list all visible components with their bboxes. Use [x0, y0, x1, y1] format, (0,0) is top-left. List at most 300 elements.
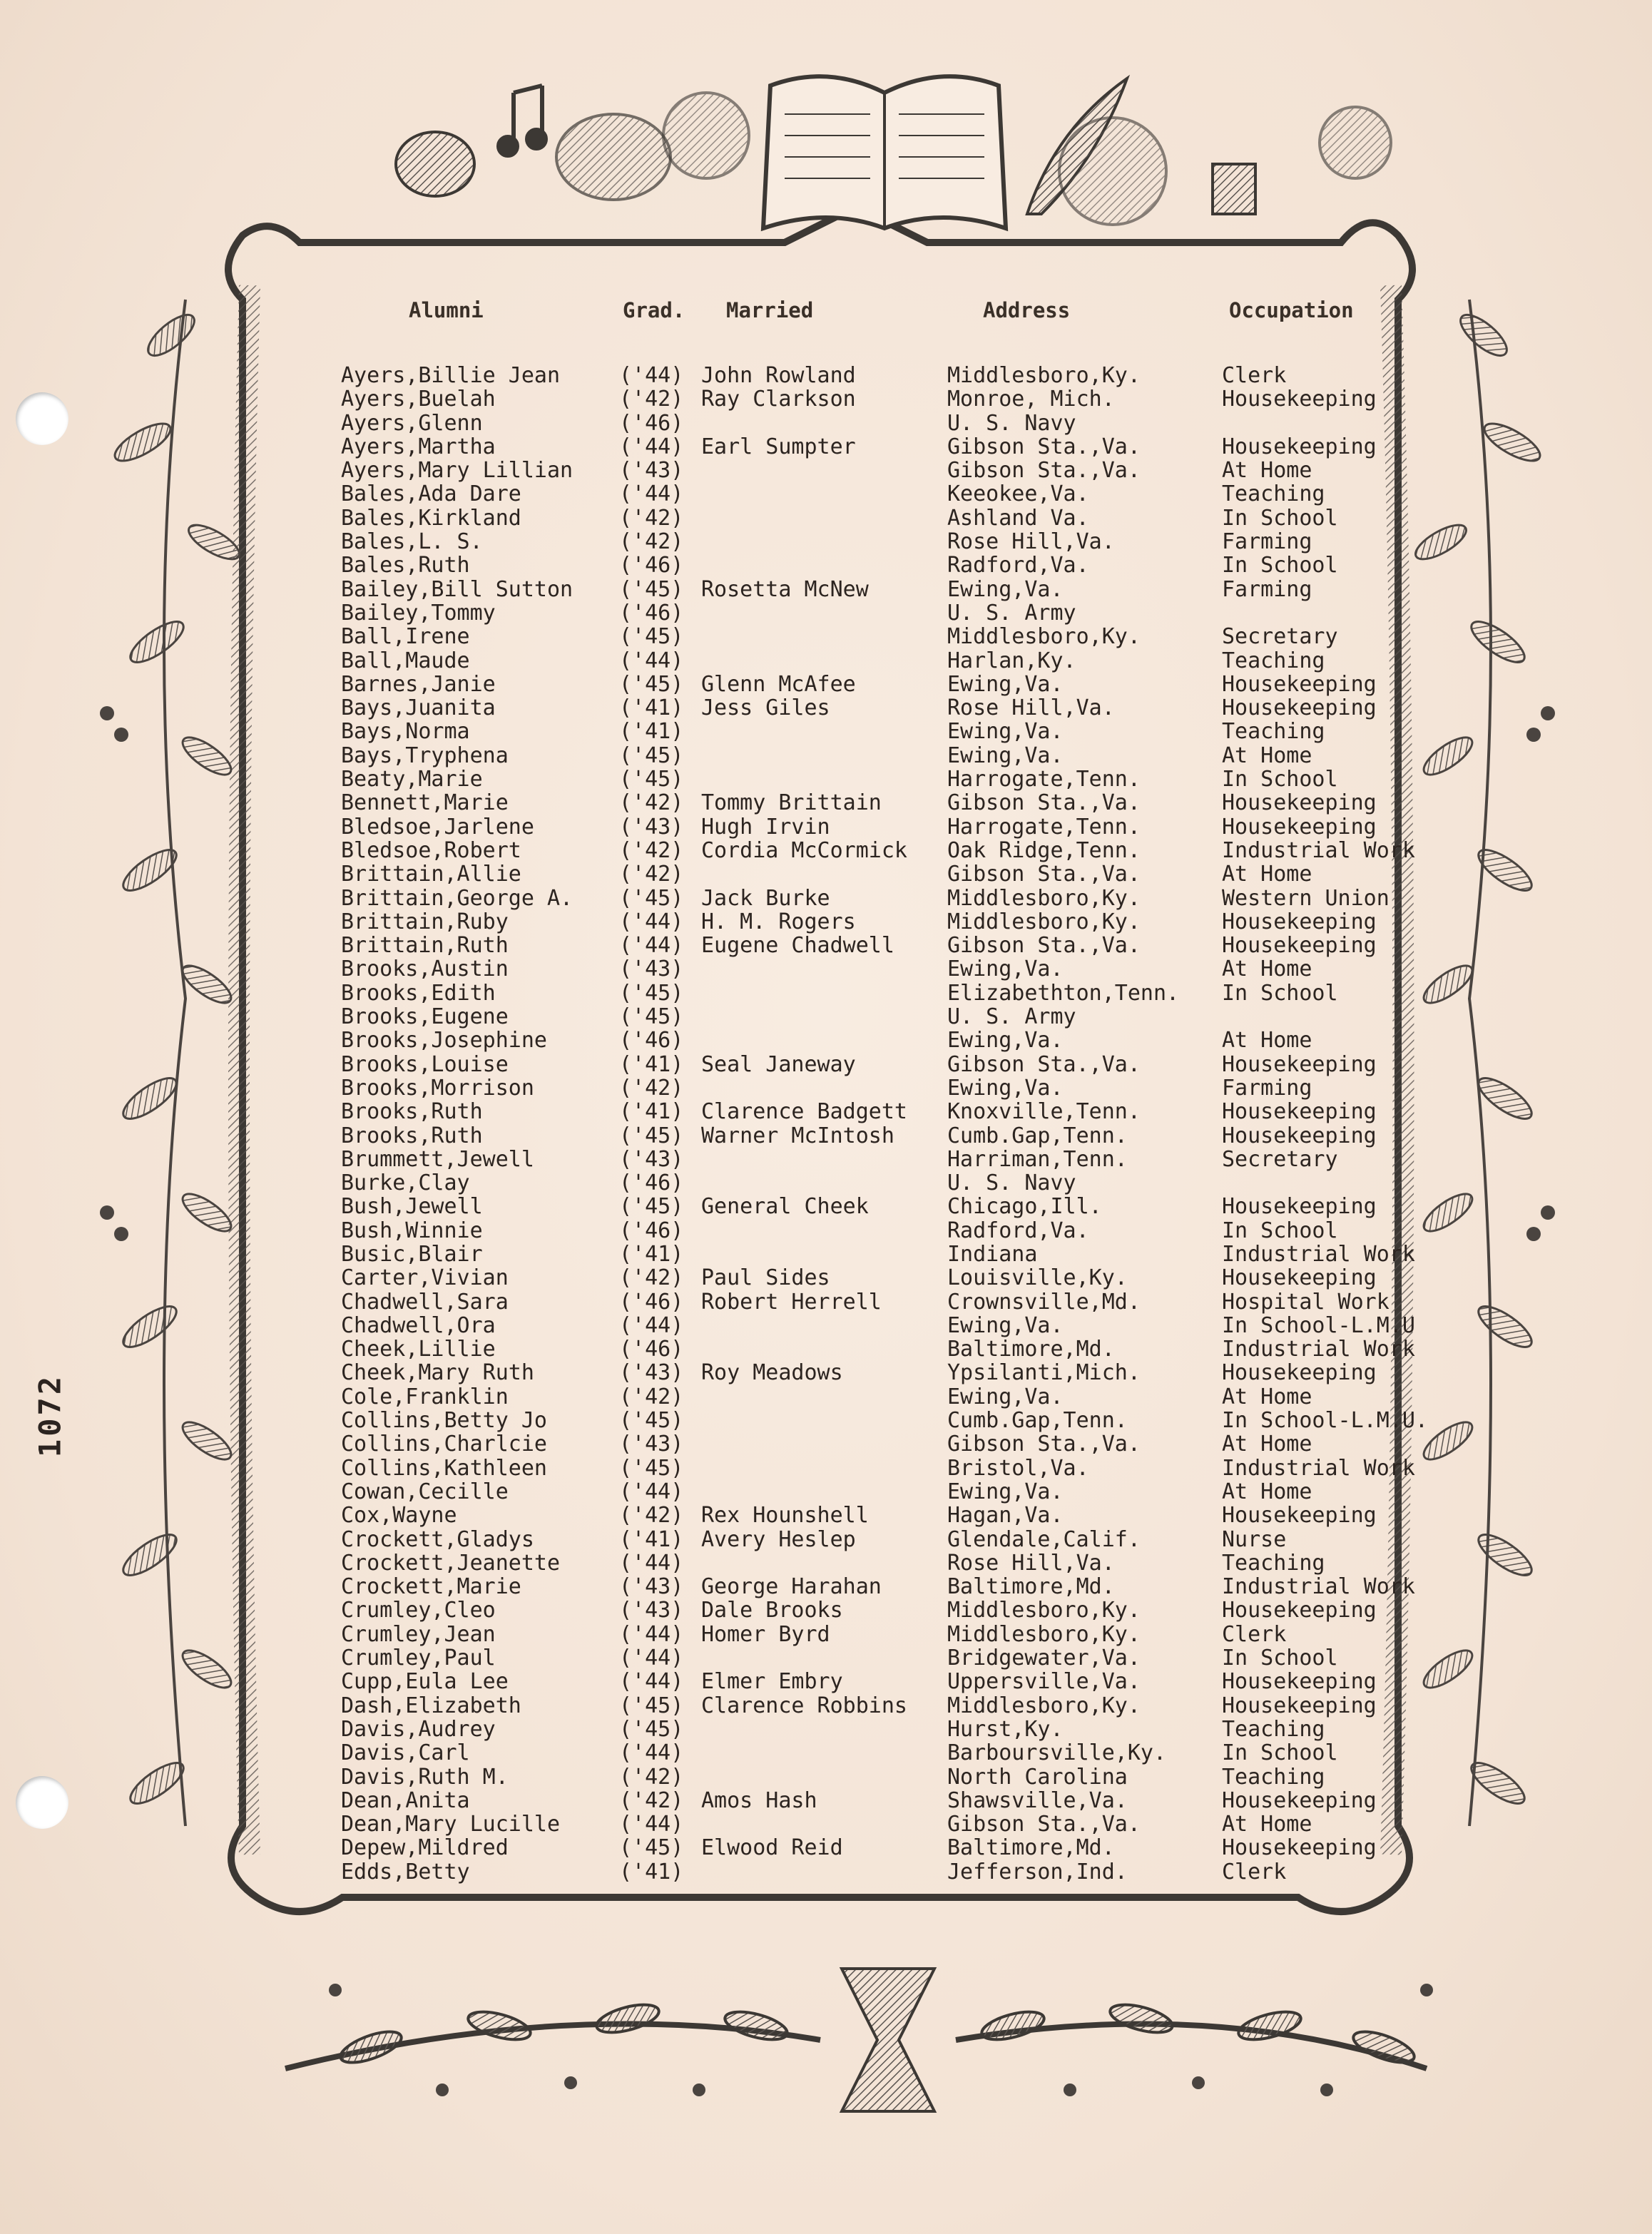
address: Middlesboro,Ky. — [947, 1621, 1141, 1647]
alumni-name: Busic,Blair — [341, 1241, 483, 1267]
grad-year: ('45) — [619, 576, 684, 602]
grad-year: ('41) — [619, 695, 684, 721]
grad-year: ('45) — [619, 1693, 684, 1718]
grad-year: ('42) — [619, 1787, 684, 1813]
occupation: Teaching — [1222, 648, 1325, 673]
alumni-name: Cheek,Lillie — [341, 1337, 496, 1362]
address: Keeokee,Va. — [947, 481, 1089, 507]
grad-year: ('42) — [619, 790, 684, 816]
married-name: Dale Brooks — [701, 1598, 843, 1623]
grad-year: ('46) — [619, 553, 684, 578]
alumni-name: Brittain,George A. — [341, 885, 573, 911]
grad-year: ('45) — [619, 1455, 684, 1481]
table-body — [341, 364, 1482, 1884]
alumni-name: Ayers,Mary Lillian — [341, 458, 573, 484]
grad-year: ('45) — [619, 624, 684, 650]
occupation: At Home — [1222, 1384, 1312, 1409]
table-row — [341, 1836, 1482, 1860]
occupation: Clerk — [1222, 1621, 1287, 1647]
page-number: 1072 — [32, 1373, 68, 1458]
occupation: Housekeeping — [1222, 1194, 1377, 1220]
header-married: Married — [726, 298, 814, 322]
grad-year: ('43) — [619, 814, 684, 840]
occupation: Teaching — [1222, 481, 1325, 507]
address: Gibson Sta.,Va. — [947, 458, 1141, 484]
alumni-name: Davis,Ruth M. — [341, 1764, 509, 1790]
occupation: At Home — [1222, 1432, 1312, 1457]
married-name: Clarence Robbins — [701, 1693, 907, 1718]
grad-year: ('44) — [619, 434, 684, 459]
alumni-name: Chadwell,Sara — [341, 1289, 509, 1315]
grad-year: ('42) — [619, 1384, 684, 1409]
address: Middlesboro,Ky. — [947, 624, 1141, 650]
alumni-name: Barnes,Janie — [341, 671, 496, 697]
married-name: Hugh Irvin — [701, 814, 830, 840]
grad-year: ('43) — [619, 1574, 684, 1600]
left-vine-leaves — [110, 308, 244, 1810]
alumni-name: Brooks,Austin — [341, 957, 509, 982]
address: Indiana — [947, 1241, 1038, 1267]
address: Bristol,Va. — [947, 1455, 1089, 1481]
occupation: In School-L.M.U. — [1222, 1408, 1428, 1434]
table-row — [341, 1860, 1482, 1884]
married-name: Glenn McAfee — [701, 671, 856, 697]
alumni-name: Crumley,Paul — [341, 1646, 496, 1671]
table-row — [341, 1361, 1482, 1384]
address: Harrogate,Tenn. — [947, 767, 1141, 792]
grad-year: ('46) — [619, 1337, 684, 1362]
alumni-name: Ball,Irene — [341, 624, 470, 650]
grad-year: ('45) — [619, 767, 684, 792]
occupation: Housekeeping — [1222, 1598, 1377, 1623]
grad-year: ('42) — [619, 1265, 684, 1291]
grad-year: ('45) — [619, 1123, 684, 1148]
table-row — [341, 625, 1482, 648]
grad-year: ('45) — [619, 1408, 684, 1434]
alumni-name: Chadwell,Ora — [341, 1312, 496, 1338]
alumni-name: Bays,Norma — [341, 719, 470, 745]
alumni-name: Dash,Elizabeth — [341, 1693, 521, 1718]
grad-year: ('45) — [619, 671, 684, 697]
address: Gibson Sta.,Va. — [947, 933, 1141, 959]
grad-year: ('43) — [619, 1146, 684, 1172]
address: Baltimore,Md. — [947, 1574, 1115, 1600]
table-row — [341, 387, 1482, 411]
married-name: Rosetta McNew — [701, 576, 869, 602]
grad-year: ('45) — [619, 1716, 684, 1742]
alumni-name: Cox,Wayne — [341, 1503, 457, 1529]
table-row — [341, 1171, 1482, 1195]
alumni-name: Brummett,Jewell — [341, 1146, 534, 1172]
grad-year: ('43) — [619, 957, 684, 982]
occupation: Housekeeping — [1222, 671, 1377, 697]
grad-year: ('46) — [619, 410, 684, 436]
address: Middlesboro,Ky. — [947, 363, 1141, 388]
table-row — [341, 1480, 1482, 1504]
grad-year: ('44) — [619, 1669, 684, 1695]
table-row — [341, 1694, 1482, 1718]
grad-year: ('44) — [619, 1646, 684, 1671]
address: Monroe, Mich. — [947, 387, 1115, 412]
table-row — [341, 1741, 1482, 1765]
alumni-name: Ayers,Martha — [341, 434, 496, 459]
alumni-name: Carter,Vivian — [341, 1265, 509, 1291]
occupation: At Home — [1222, 862, 1312, 887]
grad-year: ('43) — [619, 1360, 684, 1386]
occupation: In School — [1222, 980, 1338, 1006]
occupation: Industrial Work — [1222, 1337, 1415, 1362]
grad-year: ('44) — [619, 1740, 684, 1766]
table-row — [341, 554, 1482, 577]
table-row — [341, 1029, 1482, 1052]
grad-year: ('46) — [619, 1289, 684, 1315]
table-row — [341, 1219, 1482, 1243]
grad-year: ('46) — [619, 600, 684, 626]
table-row — [341, 839, 1482, 862]
address: Oak Ridge,Tenn. — [947, 837, 1141, 863]
address: Shawsville,Va. — [947, 1787, 1128, 1813]
married-name: Elwood Reid — [701, 1835, 843, 1861]
table-row — [341, 649, 1482, 673]
occupation: Industrial Work — [1222, 1241, 1415, 1267]
occupation: Housekeeping — [1222, 1123, 1377, 1148]
address: Radford,Va. — [947, 1218, 1089, 1243]
address: Rose Hill,Va. — [947, 529, 1115, 555]
grad-year: ('45) — [619, 1004, 684, 1030]
table-row — [341, 1385, 1482, 1409]
married-name: Tommy Brittain — [701, 790, 882, 816]
married-name: George Harahan — [701, 1574, 882, 1600]
grad-year: ('44) — [619, 1479, 684, 1504]
grad-year: ('44) — [619, 481, 684, 507]
occupation: Teaching — [1222, 719, 1325, 745]
address: Glendale,Calif. — [947, 1526, 1141, 1552]
table-row — [341, 1053, 1482, 1076]
grad-year: ('45) — [619, 743, 684, 768]
grad-year: ('41) — [619, 1099, 684, 1125]
grad-year: ('41) — [619, 719, 684, 745]
alumni-name: Crockett,Marie — [341, 1574, 521, 1600]
alumni-name: Brooks,Ruth — [341, 1123, 483, 1148]
alumni-name: Crumley,Cleo — [341, 1598, 496, 1623]
table-row — [341, 1100, 1482, 1123]
address: North Carolina — [947, 1764, 1128, 1790]
alumni-name: Ayers,Buelah — [341, 387, 496, 412]
address: Chicago,Ill. — [947, 1194, 1102, 1220]
occupation: Housekeeping — [1222, 695, 1377, 721]
table-row — [341, 767, 1482, 791]
alumni-name: Ayers,Glenn — [341, 410, 483, 436]
table-row — [341, 1076, 1482, 1100]
grad-year: ('44) — [619, 363, 684, 388]
alumni-name: Brooks,Edith — [341, 980, 496, 1006]
address: Barboursville,Ky. — [947, 1740, 1167, 1766]
alumni-name: Bailey,Tommy — [341, 600, 496, 626]
occupation: Farming — [1222, 1075, 1312, 1101]
married-name: Seal Janeway — [701, 1051, 856, 1077]
grad-year: ('44) — [619, 1812, 684, 1837]
table-row — [341, 1623, 1482, 1646]
header-occupation: Occupation — [1229, 298, 1354, 322]
address: Middlesboro,Ky. — [947, 909, 1141, 934]
occupation: Housekeeping — [1222, 933, 1377, 959]
bottom-ornaments — [285, 1969, 1433, 2111]
occupation: Housekeeping — [1222, 1099, 1377, 1125]
alumni-name: Bush,Jewell — [341, 1194, 483, 1220]
married-name: Elmer Embry — [701, 1669, 843, 1695]
address: Ewing,Va. — [947, 576, 1064, 602]
table-row — [341, 910, 1482, 934]
alumni-name: Cole,Franklin — [341, 1384, 509, 1409]
occupation: Industrial Work — [1222, 1574, 1415, 1600]
table-row — [341, 1528, 1482, 1551]
table-row — [341, 934, 1482, 957]
grad-year: ('41) — [619, 1526, 684, 1552]
address: Gibson Sta.,Va. — [947, 434, 1141, 459]
header-grad: Grad. — [623, 298, 685, 322]
grad-year: ('41) — [619, 1859, 684, 1884]
address: Uppersville,Va. — [947, 1669, 1141, 1695]
address: U. S. Navy — [947, 1170, 1076, 1196]
alumni-name: Bays,Juanita — [341, 695, 496, 721]
grad-year: ('46) — [619, 1218, 684, 1243]
occupation: At Home — [1222, 1028, 1312, 1054]
alumni-name: Brooks,Josephine — [341, 1028, 547, 1054]
occupation: Secretary — [1222, 1146, 1338, 1172]
grad-year: ('44) — [619, 648, 684, 673]
address: Harrogate,Tenn. — [947, 814, 1141, 840]
table-row — [341, 459, 1482, 482]
address: Middlesboro,Ky. — [947, 885, 1141, 911]
occupation: At Home — [1222, 743, 1312, 768]
occupation: Housekeeping — [1222, 1051, 1377, 1077]
alumni-name: Crockett,Gladys — [341, 1526, 534, 1552]
table-row — [341, 1243, 1482, 1266]
address: Jefferson,Ind. — [947, 1859, 1128, 1884]
occupation: At Home — [1222, 957, 1312, 982]
married-name: Homer Byrd — [701, 1621, 830, 1647]
occupation: Secretary — [1222, 624, 1338, 650]
occupation: Farming — [1222, 576, 1312, 602]
table-row — [341, 957, 1482, 981]
occupation: In School — [1222, 767, 1338, 792]
table-row — [341, 981, 1482, 1005]
table-row — [341, 364, 1482, 387]
alumni-name: Cupp,Eula Lee — [341, 1669, 509, 1695]
occupation: Housekeeping — [1222, 1503, 1377, 1529]
grad-year: ('44) — [619, 1312, 684, 1338]
address: Gibson Sta.,Va. — [947, 790, 1141, 816]
occupation: Housekeeping — [1222, 1835, 1377, 1861]
table-row — [341, 744, 1482, 767]
address: Ewing,Va. — [947, 719, 1064, 745]
married-name: Clarence Badgett — [701, 1099, 907, 1125]
table-row — [341, 506, 1482, 530]
occupation: Housekeeping — [1222, 387, 1377, 412]
occupation: In School — [1222, 1218, 1338, 1243]
address: Gibson Sta.,Va. — [947, 1051, 1141, 1077]
occupation: In School — [1222, 1646, 1338, 1671]
married-name: Earl Sumpter — [701, 434, 856, 459]
address: Ewing,Va. — [947, 957, 1064, 982]
address: Ashland Va. — [947, 505, 1089, 531]
occupation: At Home — [1222, 1812, 1312, 1837]
address: Harriman,Tenn. — [947, 1146, 1128, 1172]
table-row — [341, 696, 1482, 720]
grad-year: ('42) — [619, 529, 684, 555]
grad-year: ('42) — [619, 1075, 684, 1101]
grad-year: ('42) — [619, 1764, 684, 1790]
occupation: In School — [1222, 553, 1338, 578]
alumni-name: Cheek,Mary Ruth — [341, 1360, 534, 1386]
alumni-name: Brittain,Allie — [341, 862, 521, 887]
address: Gibson Sta.,Va. — [947, 862, 1141, 887]
grad-year: ('46) — [619, 1170, 684, 1196]
table-row — [341, 1598, 1482, 1622]
address: Louisville,Ky. — [947, 1265, 1128, 1291]
occupation: Housekeeping — [1222, 1787, 1377, 1813]
occupation: Clerk — [1222, 363, 1287, 388]
table-row — [341, 1337, 1482, 1361]
alumni-name: Collins,Kathleen — [341, 1455, 547, 1481]
header-alumni: Alumni — [409, 298, 484, 322]
grad-year: ('42) — [619, 387, 684, 412]
table-row — [341, 1290, 1482, 1314]
grad-year: ('42) — [619, 505, 684, 531]
married-name: Robert Herrell — [701, 1289, 882, 1315]
grad-year: ('41) — [619, 1241, 684, 1267]
grad-year: ('46) — [619, 1028, 684, 1054]
occupation: Farming — [1222, 529, 1312, 555]
occupation: Industrial Work — [1222, 837, 1415, 863]
address: Middlesboro,Ky. — [947, 1598, 1141, 1623]
table-row — [341, 1646, 1482, 1670]
address: Harlan,Ky. — [947, 648, 1076, 673]
alumni-name: Ball,Maude — [341, 648, 470, 673]
table-row — [341, 1005, 1482, 1029]
table-row — [341, 1504, 1482, 1527]
address: Ewing,Va. — [947, 1312, 1064, 1338]
married-name: Avery Heslep — [701, 1526, 856, 1552]
table-row — [341, 601, 1482, 625]
married-name: Ray Clarkson — [701, 387, 856, 412]
table-row — [341, 1718, 1482, 1741]
alumni-name: Brittain,Ruth — [341, 933, 509, 959]
occupation: Housekeeping — [1222, 814, 1377, 840]
alumni-name: Cowan,Cecille — [341, 1479, 509, 1504]
alumni-name: Ayers,Billie Jean — [341, 363, 561, 388]
occupation: At Home — [1222, 458, 1312, 484]
header-address: Address — [983, 298, 1071, 322]
occupation: In School — [1222, 505, 1338, 531]
grad-year: ('43) — [619, 1598, 684, 1623]
address: U. S. Army — [947, 1004, 1076, 1030]
table-row — [341, 482, 1482, 506]
alumni-name: Bledsoe,Jarlene — [341, 814, 534, 840]
address: Gibson Sta.,Va. — [947, 1432, 1141, 1457]
alumni-name: Dean,Anita — [341, 1787, 470, 1813]
alumni-name: Davis,Audrey — [341, 1716, 496, 1742]
top-ornaments — [396, 76, 1391, 228]
address: Elizabethton,Tenn. — [947, 980, 1180, 1006]
grad-year: ('41) — [619, 1051, 684, 1077]
occupation: Housekeeping — [1222, 909, 1377, 934]
married-name: John Rowland — [701, 363, 856, 388]
alumni-name: Bales,L. S. — [341, 529, 483, 555]
table-row — [341, 815, 1482, 839]
table-row — [341, 1195, 1482, 1218]
occupation: Housekeeping — [1222, 1693, 1377, 1718]
alumni-name: Crumley,Jean — [341, 1621, 496, 1647]
married-name: General Cheek — [701, 1194, 869, 1220]
occupation: Teaching — [1222, 1550, 1325, 1576]
table-row — [341, 887, 1482, 910]
grad-year: ('45) — [619, 980, 684, 1006]
table-row — [341, 1314, 1482, 1337]
married-name: Eugene Chadwell — [701, 933, 894, 959]
grad-year: ('42) — [619, 1503, 684, 1529]
address: Hagan,Va. — [947, 1503, 1064, 1529]
grad-year: ('44) — [619, 933, 684, 959]
alumni-name: Bales,Ada Dare — [341, 481, 521, 507]
address: Cumb.Gap,Tenn. — [947, 1408, 1128, 1434]
table-row — [341, 578, 1482, 601]
married-name: Amos Hash — [701, 1787, 817, 1813]
table-row — [341, 1551, 1482, 1575]
address: Ewing,Va. — [947, 1384, 1064, 1409]
table-row — [341, 1266, 1482, 1290]
table-row — [341, 1148, 1482, 1171]
married-name: Cordia McCormick — [701, 837, 907, 863]
alumni-name: Bush,Winnie — [341, 1218, 483, 1243]
hourglass — [842, 1969, 934, 2111]
table-row — [341, 791, 1482, 815]
grad-year: ('44) — [619, 1550, 684, 1576]
occupation: Housekeeping — [1222, 1669, 1377, 1695]
address: Ewing,Va. — [947, 1028, 1064, 1054]
table-row — [341, 435, 1482, 459]
table-row — [341, 862, 1482, 886]
occupation: Teaching — [1222, 1764, 1325, 1790]
grad-year: ('42) — [619, 837, 684, 863]
alumni-name: Brooks,Morrison — [341, 1075, 534, 1101]
occupation: Housekeeping — [1222, 790, 1377, 816]
alumni-name: Edds,Betty — [341, 1859, 470, 1884]
alumni-name: Beaty,Marie — [341, 767, 483, 792]
married-name: Warner McIntosh — [701, 1123, 894, 1148]
address: Knoxville,Tenn. — [947, 1099, 1141, 1125]
alumni-name: Dean,Mary Lucille — [341, 1812, 561, 1837]
table-row — [341, 530, 1482, 554]
grad-year: ('44) — [619, 1621, 684, 1647]
occupation: At Home — [1222, 1479, 1312, 1504]
occupation: Nurse — [1222, 1526, 1287, 1552]
address: Middlesboro,Ky. — [947, 1693, 1141, 1718]
address: Cumb.Gap,Tenn. — [947, 1123, 1128, 1148]
address: Rose Hill,Va. — [947, 695, 1115, 721]
address: Crownsville,Md. — [947, 1289, 1141, 1315]
married-name: Roy Meadows — [701, 1360, 843, 1386]
alumni-name: Crockett,Jeanette — [341, 1550, 561, 1576]
grad-year: ('42) — [619, 862, 684, 887]
table-row — [341, 1812, 1482, 1836]
address: Gibson Sta.,Va. — [947, 1812, 1141, 1837]
table-row — [341, 1575, 1482, 1598]
alumni-name: Burke,Clay — [341, 1170, 470, 1196]
address: Ypsilanti,Mich. — [947, 1360, 1141, 1386]
alumni-name: Bennett,Marie — [341, 790, 509, 816]
married-name: H. M. Rogers — [701, 909, 856, 934]
